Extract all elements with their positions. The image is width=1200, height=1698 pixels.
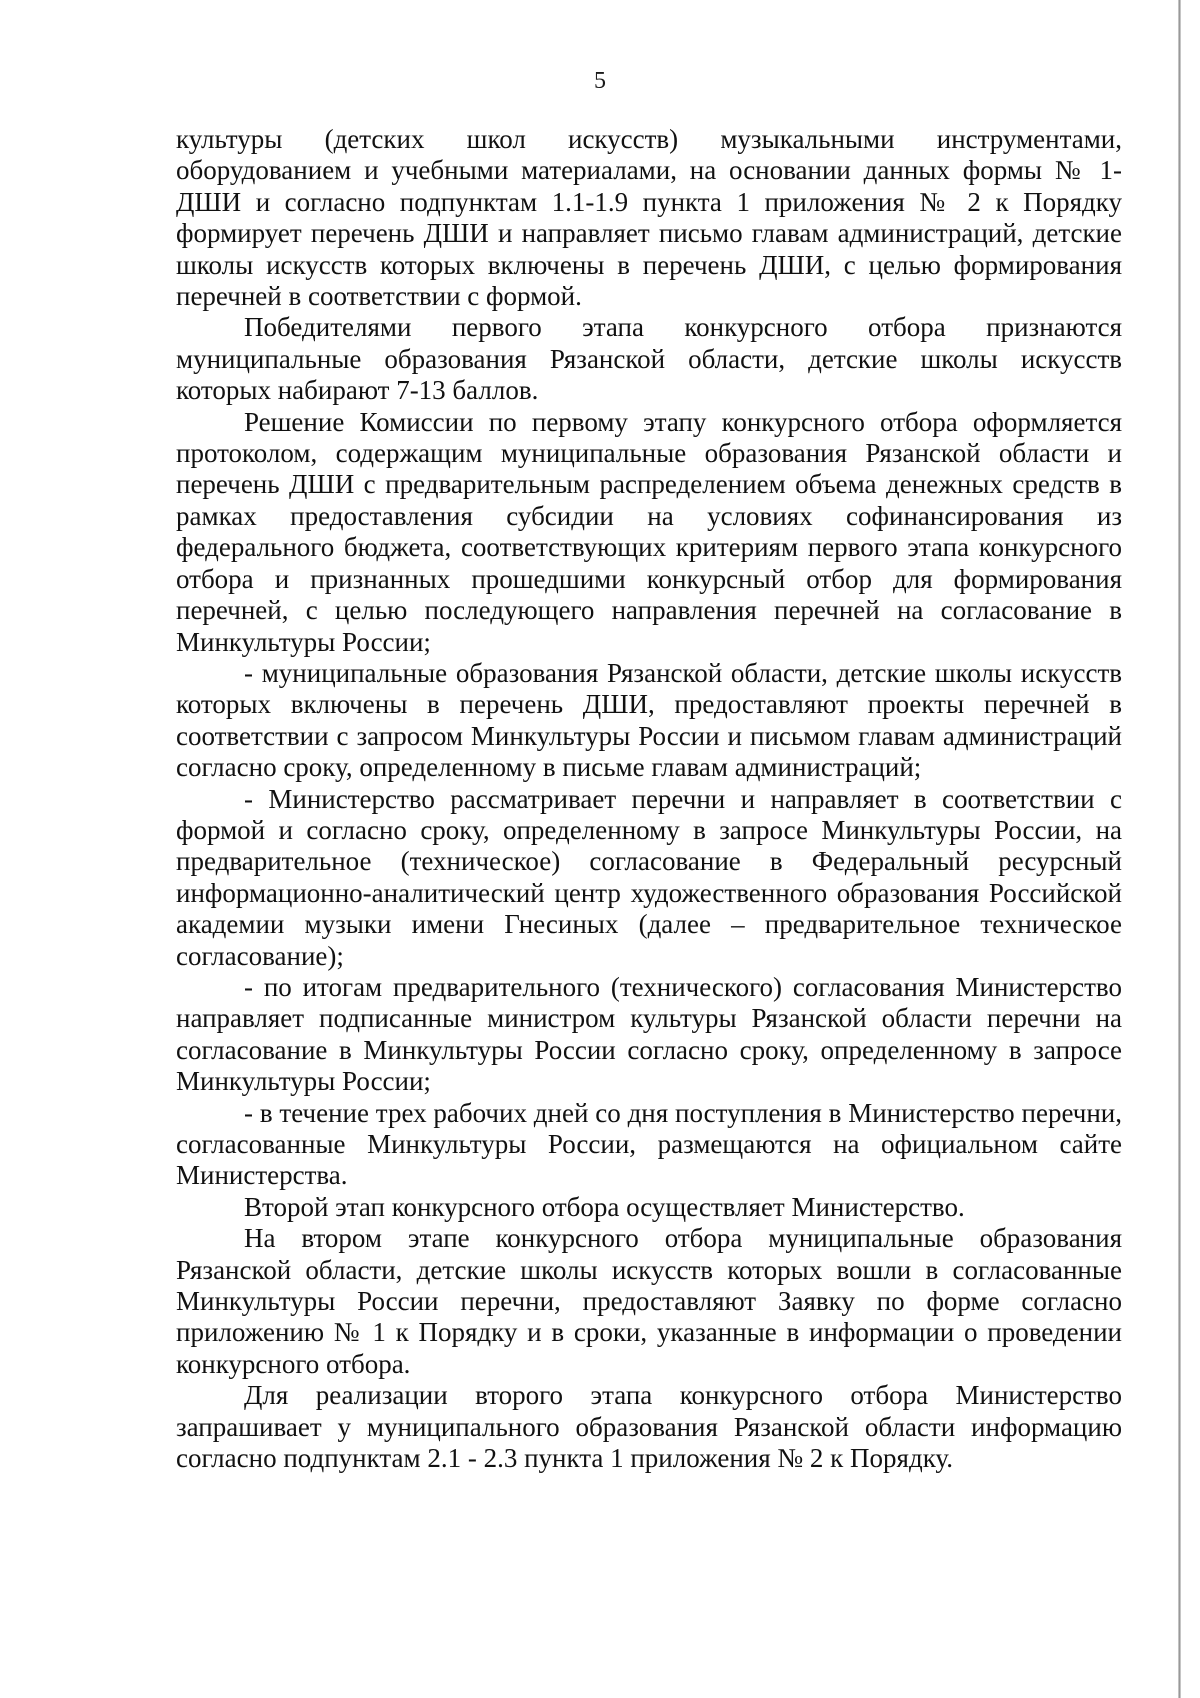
list-item-approval-submission: - по итогам предварительного (технического) согласования Министерство направляет подписанные министром культуры Рязанской области перечни на согласование в Минкультуры России согласно сроку, определенному в запросе Минкультуры России;: [176, 971, 1122, 1097]
body-text: [176, 124, 1122, 1474]
paragraph-commission-decision: Решение Комиссии по первому этапу конкурсного отбора оформляется протоколом, содержащим муниципальные образования Рязанской области и перечень ДШИ с предварительным распределением объема денежных средств в рамках предоставления субсидии на условиях софинансирования из федерального бюджета, соответствующих критериям первого этапа конкурсного отбора и признанных прошедшими конкурсный отбор для формирования перечней, с целью последующего направления перечней на согласование в Минкультуры России;: [176, 406, 1122, 657]
scan-edge-line: [1178, 0, 1181, 1698]
page-number: 5: [594, 68, 606, 94]
paragraph-winners: Победителями первого этапа конкурсного отбора признаются муниципальные образования Рязанской области, детские школы искусств которых набирают 7-13 баллов.: [176, 312, 1122, 406]
list-item-ministry-review: - Министерство рассматривает перечни и направляет в соответствии с формой и согласно сроку, определенному в запросе Минкультуры России, на предварительное (техническое) согласование в Федеральный ресурсный информационно-аналитический центр художественного образования Российской академии музыки имени Гнесиных (далее – предварительное техническое согласование);: [176, 783, 1122, 971]
list-item-municipal-projects: - муниципальные образования Рязанской области, детские школы искусств которых включены в перечень ДШИ, предоставляют проекты перечней в соответствии с запросом Минкультуры России и письмом главам администраций согласно сроку, определенному в письме главам администраций;: [176, 657, 1122, 783]
paragraph-continuation: культуры (детских школ искусств) музыкальными инструментами, оборудованием и учебными материалами, на основании данных формы № 1-ДШИ и согласно подпунктам 1.1-1.9 пункта 1 приложения № 2 к Порядку формирует перечень ДШИ и направляет письмо главам администраций, детские школы искусств которых включены в перечень ДШИ, с целью формирования перечней в соответствии с формой.: [176, 124, 1122, 312]
list-item-publication: - в течение трех рабочих дней со дня поступления в Министерство перечни, согласованные Минкультуры России, размещаются на официальном сайте Министерства.: [176, 1097, 1122, 1191]
paragraph-second-stage-application: На втором этапе конкурсного отбора муниципальные образования Рязанской области, детские школы искусств которых вошли в согласованные Минкультуры России перечни, предоставляют Заявку по форме согласно приложению № 1 к Порядку и в сроки, указанные в информации о проведении конкурсного отбора.: [176, 1223, 1122, 1379]
paragraph-second-stage: Второй этап конкурсного отбора осуществляет Министерство.: [244, 1191, 965, 1222]
paragraph-second-stage-request: Для реализации второго этапа конкурсного отбора Министерство запрашивает у муниципального образования Рязанской области информацию согласно подпунктам 2.1 - 2.3 пункта 1 приложения № 2 к Порядку.: [176, 1380, 1122, 1474]
